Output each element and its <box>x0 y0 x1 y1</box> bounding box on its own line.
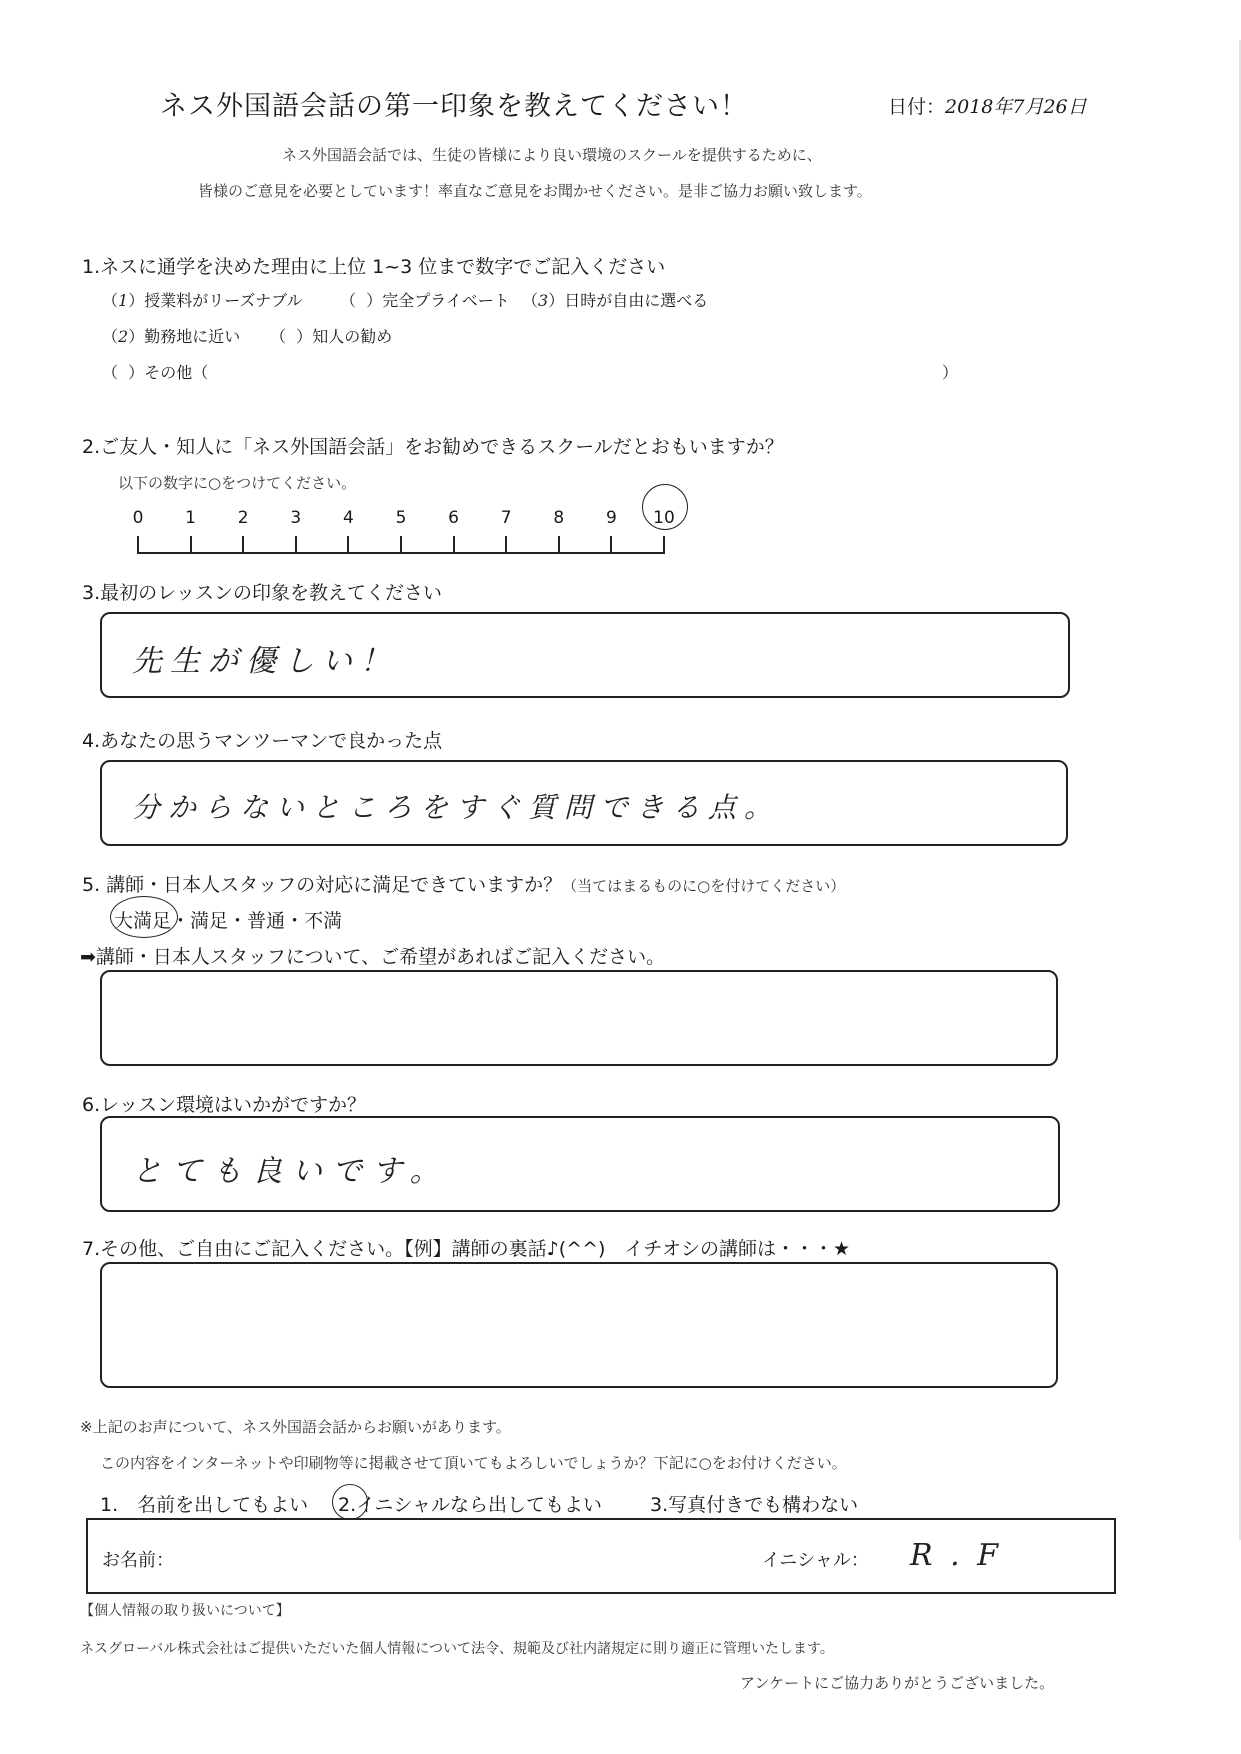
scale-number-7[interactable]: 7 <box>500 508 512 528</box>
initial-label: イニシャル： <box>762 1550 869 1571</box>
q6-answer: とても良いです。 <box>132 1154 450 1189</box>
q4-answer-box[interactable] <box>100 760 1068 846</box>
q1-option-1-label: 授業料がリーズナブル <box>144 291 303 310</box>
q6-question: 6.レッスン環境はいかがですか？ <box>82 1094 366 1116</box>
q3-question: 3.最初のレッスンの印象を教えてください <box>82 582 442 604</box>
name-box <box>86 1518 1116 1594</box>
q1-option-4-label: 勤務地に近い <box>144 327 241 346</box>
q1-option-1-mark: 1 <box>118 291 129 310</box>
scale-number-0[interactable]: 0 <box>132 508 144 528</box>
q1-option-6-label: その他（ <box>144 363 209 382</box>
scale-number-5[interactable]: 5 <box>395 508 407 528</box>
q5-followup: ➡講師・日本人スタッフについて、ご希望があればご記入ください。 <box>80 946 666 968</box>
publish-option-3[interactable]: 3.写真付きでも構わない <box>650 1494 859 1516</box>
publish-option-1[interactable]: 1. 名前を出してもよい <box>100 1494 309 1516</box>
q5-choice-satisfied[interactable]: 満足 <box>190 910 229 932</box>
initial-value[interactable]: R . F <box>910 1538 1003 1573</box>
q1-option-5[interactable]: （ ）知人の勧め <box>270 327 393 346</box>
publish-option-2-text: イニシャルなら出してもよい <box>356 1494 603 1516</box>
publish-note-1: ※上記のお声について、ネス外国語会話からお願いがあります。 <box>80 1418 511 1436</box>
q5-separator: ・ <box>228 910 248 932</box>
q5-separator: ・ <box>285 910 305 932</box>
q2-question: 2.ご友人・知人に「ネス外国語会話」をお勧めできるスクールだとおもいますか？ <box>82 436 784 458</box>
q4-question: 4.あなたの思うマンツーマンで良かった点 <box>82 730 443 752</box>
scale-number-1[interactable]: 1 <box>185 508 197 528</box>
q6-answer-box[interactable] <box>100 1116 1060 1212</box>
scale-number-2[interactable]: 2 <box>237 508 249 528</box>
scale-number-10[interactable]: 10 <box>653 508 675 528</box>
intro-line-1: ネス外国語会話では、生徒の皆様により良い環境のスクールを提供するために、 <box>282 146 822 164</box>
q7-answer-box[interactable] <box>100 1262 1058 1388</box>
scale-selected-circle <box>642 484 688 530</box>
scale-number-4[interactable]: 4 <box>342 508 354 528</box>
scale-baseline <box>137 552 665 554</box>
q1-option-5-label: 知人の勧め <box>312 327 393 346</box>
publish-option-2[interactable] <box>338 1490 602 1517</box>
q1-option-2[interactable]: （ ）完全プライベート <box>340 291 510 310</box>
q5-choice-very-satisfied[interactable]: 大満足 <box>114 910 172 932</box>
q7-question: 7.その他、ご自由にご記入ください。【例】講師の裏話♪(^^) イチオシの講師は・・・★ <box>82 1238 851 1260</box>
q3-answer: 先生が優しい！ <box>132 644 398 679</box>
intro-line-2: 皆様のご意見を必要としています！率直なご意見をお聞かせください。是非ご協力お願い致します。 <box>198 182 872 200</box>
q1-option-6[interactable]: （ ）その他（ <box>102 363 209 382</box>
publish-selected-circle <box>332 1484 368 1520</box>
q4-answer: 分からないところをすぐ質問できる点。 <box>132 791 781 824</box>
name-label: お名前： <box>102 1550 174 1571</box>
privacy-text: ネスグローバル株式会社はご提供いただいた個人情報について法令、規範及び社内諸規定に則り適正に管理いたします。 <box>80 1641 834 1657</box>
scale-number-6[interactable]: 6 <box>448 508 460 528</box>
q1-other-close: ） <box>942 363 959 382</box>
q1-option-4[interactable]: （2）勤務地に近い <box>102 327 241 346</box>
scale-number-9[interactable]: 9 <box>605 508 617 528</box>
publish-note-2: この内容をインターネットや印刷物等に掲載させて頂いてもよろしいでしょうか？下記に○をお付けください。 <box>100 1454 847 1472</box>
q1-option-3[interactable]: （3）日時が自由に選べる <box>522 291 709 310</box>
page-title: ネス外国語会話の第一印象を教えてください！ <box>160 91 748 122</box>
privacy-heading: 【個人情報の取り扱いについて】 <box>80 1603 290 1619</box>
q1-option-3-label: 日時が自由に選べる <box>564 291 709 310</box>
q5-separator: ・ <box>171 910 191 932</box>
q1-question: 1.ネスに通学を決めた理由に上位 1~3 位まで数字でご記入ください <box>82 256 666 278</box>
thanks-message: アンケートにご協力ありがとうございました。 <box>740 1674 1055 1692</box>
q2-instruction: 以下の数字に○をつけてください。 <box>118 474 357 492</box>
q1-option-1[interactable]: （1）授業料がリーズナブル <box>102 291 303 310</box>
q1-option-4-mark: 2 <box>118 327 129 346</box>
date-label: 日付： <box>888 96 946 118</box>
scale-number-3[interactable]: 3 <box>290 508 302 528</box>
scale-number-8[interactable]: 8 <box>553 508 565 528</box>
q5-followup-box[interactable] <box>100 970 1058 1066</box>
date-field <box>888 92 1087 119</box>
q3-answer-box[interactable] <box>100 612 1070 698</box>
publish-option-2-num: 2. <box>338 1494 357 1516</box>
q5-choice-normal[interactable]: 普通 <box>247 910 286 932</box>
q5-question-text: 5. 講師・日本人スタッフの対応に満足できていますか？ <box>82 874 563 896</box>
q5-choice-dissatisfied[interactable]: 不満 <box>304 910 343 932</box>
q1-option-3-mark: 3 <box>538 291 549 310</box>
q5-note: （当てはまるものに○を付けてください） <box>562 877 846 895</box>
q5-selected-circle <box>110 896 178 938</box>
q5-question <box>82 870 845 897</box>
date-value[interactable]: 2018年7月26日 <box>945 96 1087 118</box>
q1-option-2-label: 完全プライベート <box>382 291 510 310</box>
